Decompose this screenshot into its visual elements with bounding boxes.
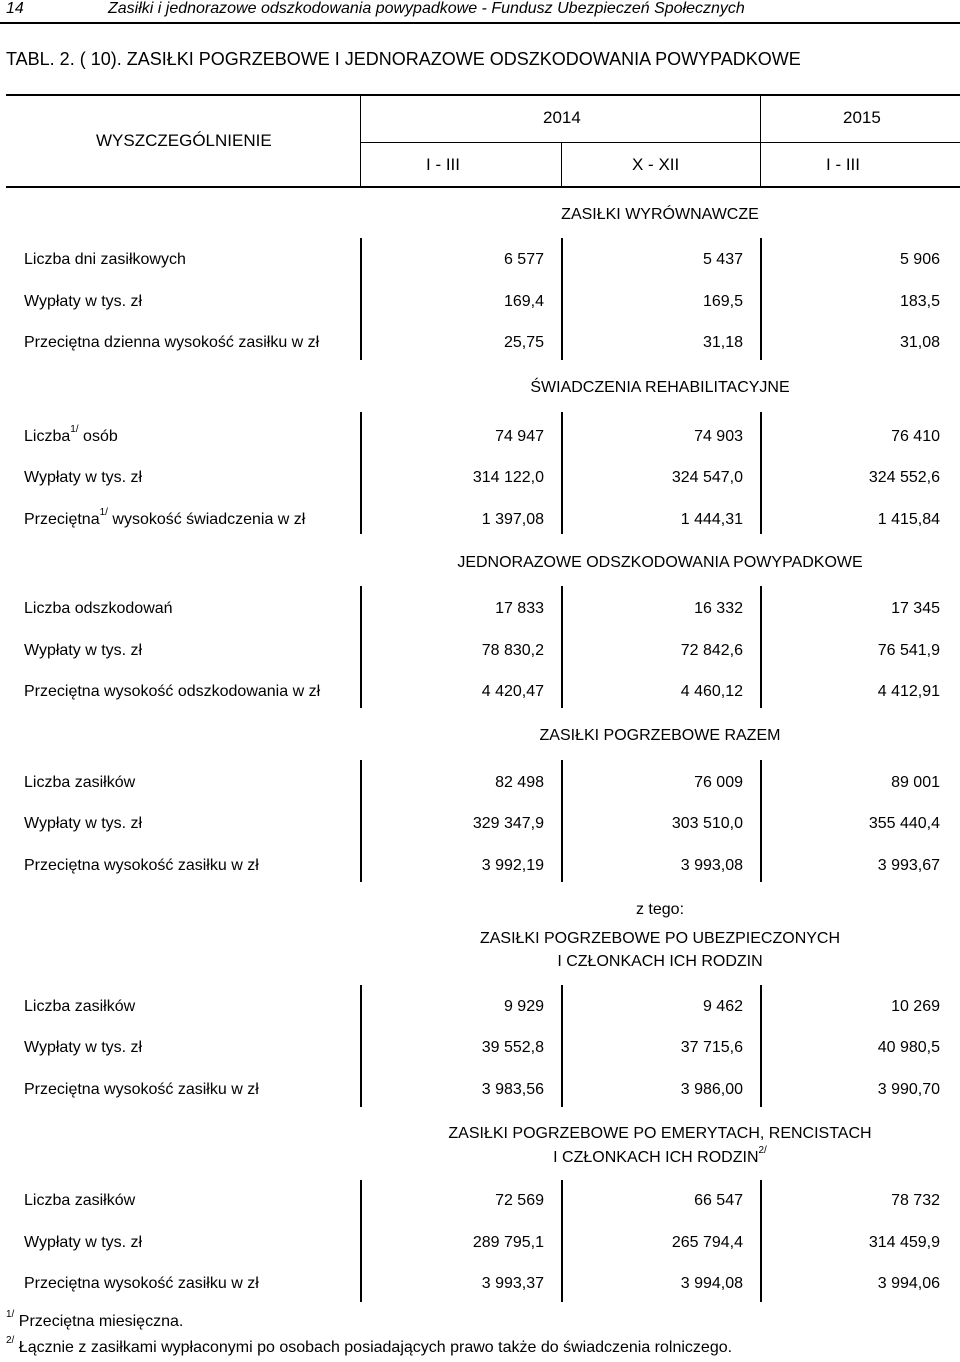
section-title-pogrzebowe-razem: ZASIŁKI POGRZEBOWE RAZEM xyxy=(539,727,781,744)
section-title-emerytach: ZASIŁKI POGRZEBOWE PO EMERYTACH, RENCISTACH xyxy=(448,1125,872,1142)
cell-value: 72 842,6 xyxy=(680,642,743,659)
cell-value: 5 906 xyxy=(899,251,940,268)
cell-value: 3 992,19 xyxy=(481,857,544,874)
cell-value: 324 547,0 xyxy=(671,469,743,486)
footnote-mark: 1/ xyxy=(6,1309,15,1320)
header-divider-label xyxy=(360,95,361,186)
row-label-text: osób xyxy=(78,428,118,445)
cell-value: 1 444,31 xyxy=(680,511,743,528)
row-label: Wypłaty w tys. zł xyxy=(24,469,143,486)
cell-value: 1 397,08 xyxy=(481,511,544,528)
header-bottom-rule xyxy=(6,186,960,188)
cell-value: 169,5 xyxy=(702,293,743,310)
cell-value: 5 437 xyxy=(702,251,743,268)
cell-value: 72 569 xyxy=(495,1192,544,1209)
row-label: Przeciętna wysokość zasiłku w zł xyxy=(24,1275,259,1292)
cell-value: 16 332 xyxy=(694,600,743,617)
cell-value: 10 269 xyxy=(891,998,940,1015)
row-label xyxy=(24,507,306,529)
page-number: 14 xyxy=(6,0,24,17)
cell-value: 314 459,9 xyxy=(868,1234,940,1251)
year-2015-header: 2015 xyxy=(843,108,881,127)
row-label: Przeciętna wysokość zasiłku w zł xyxy=(24,1081,259,1098)
label-column-header: WYSZCZEGÓLNIENIE xyxy=(96,131,272,150)
row-label: Liczba dni zasiłkowych xyxy=(24,251,186,268)
cell-value: 76 009 xyxy=(694,774,743,791)
cell-value: 4 460,12 xyxy=(680,683,743,700)
cell-value: 303 510,0 xyxy=(671,815,743,832)
cell-value: 1 415,84 xyxy=(877,511,940,528)
cell-value: 3 993,08 xyxy=(680,857,743,874)
cell-value: 314 122,0 xyxy=(472,469,544,486)
header-divider-period xyxy=(561,143,562,186)
cell-value: 329 347,9 xyxy=(472,815,544,832)
cell-value: 3 983,56 xyxy=(481,1081,544,1098)
cell-value: 31,08 xyxy=(899,334,940,351)
row-label-text: Liczba xyxy=(24,428,71,445)
row-label: Przeciętna wysokość zasiłku w zł xyxy=(24,857,259,874)
cell-value: 4 412,91 xyxy=(877,683,940,700)
cell-value: 17 345 xyxy=(891,600,940,617)
running-title: Zasiłki i jednorazowe odszkodowania powypadkowe - Fundusz Ubezpieczeń Społecznych xyxy=(108,0,745,17)
row-label: Wypłaty w tys. zł xyxy=(24,815,143,832)
section-title-ubezpieczonych: ZASIŁKI POGRZEBOWE PO UBEZPIECZONYCH xyxy=(479,930,841,947)
row-label-text: wysokość świadczenia w zł xyxy=(107,511,306,528)
period-col1-header: I - III xyxy=(426,155,460,174)
row-label: Wypłaty w tys. zł xyxy=(24,1234,143,1251)
row-label: Przeciętna dzienna wysokość zasiłku w zł xyxy=(24,334,320,351)
cell-value: 76 541,9 xyxy=(877,642,940,659)
table-title: TABL. 2. ( 10). ZASIŁKI POGRZEBOWE I JEDNORAZOWE ODSZKODOWANIA POWYPADKOWE xyxy=(6,49,801,69)
cell-value: 3 994,06 xyxy=(877,1275,940,1292)
section-title-emerytach-line2 xyxy=(360,1145,960,1167)
footnote-text: Przeciętna miesięczna. xyxy=(18,1313,184,1330)
section-title-ubezpieczonych-line2: I CZŁONKACH ICH RODZIN xyxy=(557,953,763,970)
row-label: Liczba zasiłków xyxy=(24,774,136,791)
section-title-rehabilitacyjne: ŚWIADCZENIA REHABILITACYJNE xyxy=(530,379,790,396)
footnote-2 xyxy=(6,1335,733,1357)
row-label: Liczba odszkodowań xyxy=(24,600,173,617)
cell-value: 3 993,67 xyxy=(877,857,940,874)
row-label: Wypłaty w tys. zł xyxy=(24,293,143,310)
row-label: Liczba zasiłków xyxy=(24,998,136,1015)
cell-value: 39 552,8 xyxy=(481,1039,544,1056)
cell-value: 265 794,4 xyxy=(671,1234,743,1251)
footnote-mark: 2/ xyxy=(758,1145,767,1156)
header-top-rule xyxy=(6,94,960,96)
cell-value: 74 903 xyxy=(694,428,743,445)
footnote-1 xyxy=(6,1309,184,1331)
cell-value: 78 732 xyxy=(891,1192,940,1209)
row-label-text: Przeciętna xyxy=(24,511,100,528)
cell-value: 169,4 xyxy=(503,293,544,310)
cell-value: 31,18 xyxy=(702,334,743,351)
cell-value: 6 577 xyxy=(503,251,544,268)
cell-value: 3 990,70 xyxy=(877,1081,940,1098)
cell-value: 324 552,6 xyxy=(868,469,940,486)
row-label: Wypłaty w tys. zł xyxy=(24,1039,143,1056)
cell-value: 355 440,4 xyxy=(868,815,940,832)
cell-value: 3 994,08 xyxy=(680,1275,743,1292)
cell-value: 183,5 xyxy=(899,293,940,310)
cell-value: 82 498 xyxy=(495,774,544,791)
period-col2-header: X - XII xyxy=(632,155,680,174)
cell-value: 89 001 xyxy=(891,774,940,791)
header-divider-year xyxy=(760,95,761,186)
footnote-text: Łącznie z zasiłkami wypłaconymi po osobach posiadających prawo także do świadczenia rolniczego. xyxy=(18,1339,733,1356)
cell-value: 25,75 xyxy=(503,334,544,351)
row-label: Wypłaty w tys. zł xyxy=(24,642,143,659)
row-label: Liczba zasiłków xyxy=(24,1192,136,1209)
row-label xyxy=(24,424,118,446)
footnote-mark: 1/ xyxy=(70,424,79,435)
cell-value: 40 980,5 xyxy=(877,1039,940,1056)
cell-value: 76 410 xyxy=(891,428,940,445)
header-mid-rule xyxy=(361,142,960,143)
section-title-wyrownawcze: ZASIŁKI WYRÓWNAWCZE xyxy=(561,206,759,223)
year-2014-header: 2014 xyxy=(543,108,581,127)
cell-value: 74 947 xyxy=(495,428,544,445)
row-label: Przeciętna wysokość odszkodowania w zł xyxy=(24,683,321,700)
cell-value: 3 993,37 xyxy=(481,1275,544,1292)
period-col3-header: I - III xyxy=(826,155,860,174)
cell-value: 37 715,6 xyxy=(680,1039,743,1056)
section-pre-title: z tego: xyxy=(635,901,685,918)
cell-value: 3 986,00 xyxy=(680,1081,743,1098)
footnote-mark: 1/ xyxy=(99,507,108,518)
cell-value: 9 462 xyxy=(702,998,743,1015)
footnote-mark: 2/ xyxy=(6,1335,15,1346)
section-title-text: I CZŁONKACH ICH RODZIN xyxy=(553,1149,759,1166)
section-title-odszkodowania: JEDNORAZOWE ODSZKODOWANIA POWYPADKOWE xyxy=(457,554,863,571)
cell-value: 4 420,47 xyxy=(481,683,544,700)
cell-value: 289 795,1 xyxy=(472,1234,544,1251)
cell-value: 66 547 xyxy=(694,1192,743,1209)
cell-value: 17 833 xyxy=(495,600,544,617)
cell-value: 78 830,2 xyxy=(481,642,544,659)
cell-value: 9 929 xyxy=(503,998,544,1015)
